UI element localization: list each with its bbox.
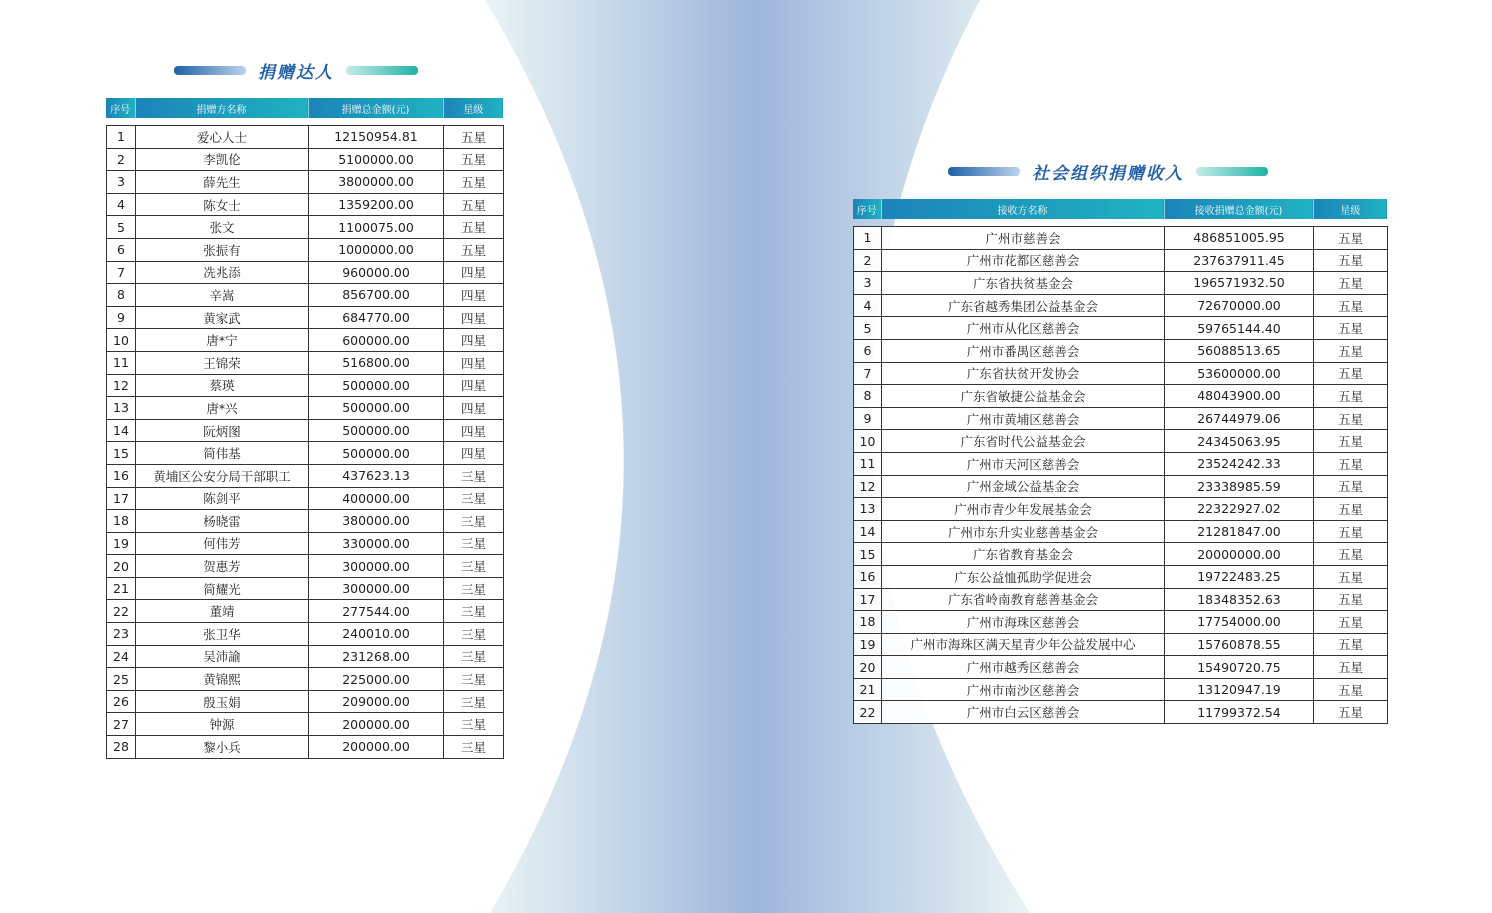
row-index: 1	[107, 126, 136, 149]
row-star: 三星	[444, 690, 504, 713]
row-index: 17	[854, 588, 882, 611]
row-name: 黄锦熙	[136, 668, 309, 691]
row-star: 五星	[1314, 362, 1388, 385]
table-row	[854, 543, 1388, 566]
row-name: 广州市慈善会	[882, 227, 1165, 250]
row-index: 25	[107, 668, 136, 691]
table-row	[854, 588, 1388, 611]
row-name: 广东省时代公益基金会	[882, 430, 1165, 453]
table-row	[107, 577, 504, 600]
header-star-level: 星级	[1313, 199, 1387, 219]
row-star: 五星	[1314, 611, 1388, 634]
row-name: 冼兆添	[136, 261, 309, 284]
row-name: 广州市花都区慈善会	[882, 249, 1165, 272]
row-name: 黄埔区公安分局干部职工	[136, 464, 309, 487]
left-table-header	[106, 98, 503, 118]
row-index: 19	[107, 532, 136, 555]
header-donor-name: 捐赠方名称	[135, 98, 308, 118]
row-index: 20	[854, 656, 882, 679]
table-row	[854, 565, 1388, 588]
row-index: 22	[107, 600, 136, 623]
row-amount: 684770.00	[309, 306, 444, 329]
row-star: 五星	[1314, 633, 1388, 656]
row-index: 4	[107, 193, 136, 216]
table-row	[107, 510, 504, 533]
row-name: 陈剑平	[136, 487, 309, 510]
row-amount: 500000.00	[309, 419, 444, 442]
table-row	[854, 272, 1388, 295]
row-index: 13	[107, 397, 136, 420]
row-amount: 21281847.00	[1165, 520, 1314, 543]
row-name: 董靖	[136, 600, 309, 623]
row-star: 五星	[444, 238, 504, 261]
table-row	[854, 339, 1388, 362]
row-name: 薛先生	[136, 171, 309, 194]
row-index: 28	[107, 736, 136, 759]
row-name: 辛嵩	[136, 284, 309, 307]
row-amount: 231268.00	[309, 645, 444, 668]
row-amount: 20000000.00	[1165, 543, 1314, 566]
row-name: 张振有	[136, 238, 309, 261]
table-row	[107, 419, 504, 442]
row-amount: 19722483.25	[1165, 565, 1314, 588]
row-amount: 856700.00	[309, 284, 444, 307]
row-amount: 18348352.63	[1165, 588, 1314, 611]
row-star: 五星	[1314, 701, 1388, 724]
row-index: 4	[854, 294, 882, 317]
row-star: 三星	[444, 600, 504, 623]
row-name: 广州市南沙区慈善会	[882, 678, 1165, 701]
right-table	[853, 226, 1388, 724]
row-name: 唐*兴	[136, 397, 309, 420]
table-row	[107, 238, 504, 261]
row-star: 五星	[1314, 249, 1388, 272]
row-name: 广东省岭南教育慈善基金会	[882, 588, 1165, 611]
row-index: 9	[107, 306, 136, 329]
row-star: 五星	[1314, 543, 1388, 566]
row-amount: 486851005.95	[1165, 227, 1314, 250]
header-total-received: 接收捐赠总金额(元)	[1164, 199, 1313, 219]
row-name: 简耀光	[136, 577, 309, 600]
row-star: 五星	[1314, 520, 1388, 543]
row-amount: 500000.00	[309, 442, 444, 465]
row-index: 6	[107, 238, 136, 261]
row-name: 吴沛諭	[136, 645, 309, 668]
row-index: 9	[854, 407, 882, 430]
table-row	[854, 633, 1388, 656]
row-star: 五星	[1314, 452, 1388, 475]
row-star: 五星	[1314, 565, 1388, 588]
row-star: 四星	[444, 351, 504, 374]
row-index: 12	[854, 475, 882, 498]
row-index: 18	[107, 510, 136, 533]
row-amount: 1100075.00	[309, 216, 444, 239]
row-index: 18	[854, 611, 882, 634]
row-star: 五星	[1314, 385, 1388, 408]
row-index: 12	[107, 374, 136, 397]
table-row	[854, 227, 1388, 250]
row-star: 五星	[1314, 407, 1388, 430]
table-row	[107, 397, 504, 420]
row-name: 黎小兵	[136, 736, 309, 759]
row-star: 三星	[444, 510, 504, 533]
table-row	[107, 442, 504, 465]
table-row	[854, 249, 1388, 272]
table-row	[107, 329, 504, 352]
table-row	[107, 216, 504, 239]
row-amount: 22322927.02	[1165, 498, 1314, 521]
row-index: 11	[854, 452, 882, 475]
table-row	[107, 464, 504, 487]
header-index: 序号	[106, 98, 135, 118]
row-index: 13	[854, 498, 882, 521]
row-amount: 240010.00	[309, 623, 444, 646]
row-star: 三星	[444, 645, 504, 668]
row-name: 何伟芳	[136, 532, 309, 555]
row-index: 3	[854, 272, 882, 295]
table-row	[854, 407, 1388, 430]
row-index: 10	[107, 329, 136, 352]
row-amount: 17754000.00	[1165, 611, 1314, 634]
row-name: 贺惠芳	[136, 555, 309, 578]
row-index: 17	[107, 487, 136, 510]
row-star: 五星	[1314, 272, 1388, 295]
table-row	[107, 374, 504, 397]
row-name: 广州金域公益基金会	[882, 475, 1165, 498]
row-name: 张文	[136, 216, 309, 239]
row-star: 五星	[444, 193, 504, 216]
row-star: 四星	[444, 306, 504, 329]
row-name: 广州市越秀区慈善会	[882, 656, 1165, 679]
row-index: 8	[107, 284, 136, 307]
row-amount: 1359200.00	[309, 193, 444, 216]
row-name: 广州市从化区慈善会	[882, 317, 1165, 340]
header-total-amount: 捐赠总金额(元)	[308, 98, 443, 118]
row-name: 广东省越秀集团公益基金会	[882, 294, 1165, 317]
row-amount: 56088513.65	[1165, 339, 1314, 362]
row-star: 四星	[444, 419, 504, 442]
table-row	[107, 351, 504, 374]
row-index: 14	[854, 520, 882, 543]
left-title-row	[174, 58, 418, 83]
row-star: 四星	[444, 284, 504, 307]
row-name: 广州市白云区慈善会	[882, 701, 1165, 724]
row-name: 阮炳图	[136, 419, 309, 442]
row-star: 五星	[1314, 430, 1388, 453]
row-name: 王锦荣	[136, 351, 309, 374]
row-name: 黄家武	[136, 306, 309, 329]
row-index: 21	[107, 577, 136, 600]
row-name: 简伟基	[136, 442, 309, 465]
row-amount: 516800.00	[309, 351, 444, 374]
row-star: 四星	[444, 397, 504, 420]
table-row	[854, 385, 1388, 408]
row-index: 21	[854, 678, 882, 701]
row-index: 3	[107, 171, 136, 194]
row-name: 广州市黄埔区慈善会	[882, 407, 1165, 430]
row-star: 三星	[444, 623, 504, 646]
table-row	[107, 487, 504, 510]
row-name: 广东省扶贫基金会	[882, 272, 1165, 295]
row-amount: 330000.00	[309, 532, 444, 555]
table-row	[854, 317, 1388, 340]
row-index: 24	[107, 645, 136, 668]
table-row	[107, 532, 504, 555]
row-index: 26	[107, 690, 136, 713]
row-star: 三星	[444, 577, 504, 600]
row-index: 16	[107, 464, 136, 487]
table-row	[854, 475, 1388, 498]
row-index: 7	[107, 261, 136, 284]
table-row	[107, 171, 504, 194]
table-row	[107, 193, 504, 216]
row-amount: 3800000.00	[309, 171, 444, 194]
row-star: 四星	[444, 374, 504, 397]
row-name: 广州市青少年发展基金会	[882, 498, 1165, 521]
row-star: 三星	[444, 487, 504, 510]
header-index: 序号	[853, 199, 881, 219]
row-amount: 23338985.59	[1165, 475, 1314, 498]
row-name: 广州市海珠区慈善会	[882, 611, 1165, 634]
row-index: 16	[854, 565, 882, 588]
row-star: 五星	[1314, 656, 1388, 679]
row-amount: 200000.00	[309, 736, 444, 759]
row-name: 广东省扶贫开发协会	[882, 362, 1165, 385]
table-row	[107, 126, 504, 149]
left-title: 捐赠达人	[258, 63, 334, 83]
header-star-level: 星级	[443, 98, 503, 118]
row-amount: 15490720.75	[1165, 656, 1314, 679]
row-star: 五星	[444, 148, 504, 171]
row-star: 五星	[1314, 475, 1388, 498]
row-name: 陈女士	[136, 193, 309, 216]
row-amount: 300000.00	[309, 577, 444, 600]
table-row	[107, 306, 504, 329]
row-star: 五星	[1314, 317, 1388, 340]
row-amount: 26744979.06	[1165, 407, 1314, 430]
row-index: 2	[107, 148, 136, 171]
table-row	[854, 656, 1388, 679]
row-index: 1	[854, 227, 882, 250]
row-index: 5	[854, 317, 882, 340]
table-row	[854, 678, 1388, 701]
row-star: 五星	[1314, 227, 1388, 250]
row-name: 唐*宁	[136, 329, 309, 352]
row-name: 蔡瑛	[136, 374, 309, 397]
row-amount: 13120947.19	[1165, 678, 1314, 701]
table-row	[107, 555, 504, 578]
row-amount: 200000.00	[309, 713, 444, 736]
row-amount: 400000.00	[309, 487, 444, 510]
right-title: 社会组织捐赠收入	[1032, 164, 1184, 184]
row-amount: 59765144.40	[1165, 317, 1314, 340]
table-row	[107, 668, 504, 691]
table-row	[854, 611, 1388, 634]
header-recipient-name: 接收方名称	[881, 199, 1164, 219]
row-amount: 300000.00	[309, 555, 444, 578]
row-amount: 277544.00	[309, 600, 444, 623]
row-star: 五星	[444, 171, 504, 194]
table-row	[854, 701, 1388, 724]
table-row	[107, 284, 504, 307]
row-index: 20	[107, 555, 136, 578]
row-name: 广东公益恤孤助学促进会	[882, 565, 1165, 588]
row-amount: 437623.13	[309, 464, 444, 487]
row-star: 三星	[444, 668, 504, 691]
row-name: 杨晓雷	[136, 510, 309, 533]
row-amount: 72670000.00	[1165, 294, 1314, 317]
row-index: 15	[854, 543, 882, 566]
row-amount: 11799372.54	[1165, 701, 1314, 724]
table-row	[107, 645, 504, 668]
table-row	[854, 294, 1388, 317]
row-amount: 600000.00	[309, 329, 444, 352]
row-index: 14	[107, 419, 136, 442]
row-star: 五星	[1314, 588, 1388, 611]
table-row	[854, 362, 1388, 385]
row-star: 四星	[444, 261, 504, 284]
row-amount: 237637911.45	[1165, 249, 1314, 272]
row-star: 五星	[1314, 339, 1388, 362]
row-name: 广州市番禺区慈善会	[882, 339, 1165, 362]
row-index: 22	[854, 701, 882, 724]
title-bar-left	[174, 66, 246, 75]
row-index: 23	[107, 623, 136, 646]
row-name: 广东省教育基金会	[882, 543, 1165, 566]
row-index: 15	[107, 442, 136, 465]
row-name: 广州市东升实业慈善基金会	[882, 520, 1165, 543]
row-index: 5	[107, 216, 136, 239]
title-bar-left	[948, 167, 1020, 176]
row-star: 五星	[1314, 294, 1388, 317]
row-name: 殷玉娟	[136, 690, 309, 713]
table-row	[107, 623, 504, 646]
row-star: 三星	[444, 713, 504, 736]
table-row	[107, 148, 504, 171]
row-name: 广东省敏捷公益基金会	[882, 385, 1165, 408]
row-amount: 196571932.50	[1165, 272, 1314, 295]
left-table	[106, 125, 504, 759]
row-star: 三星	[444, 464, 504, 487]
row-name: 爱心人士	[136, 126, 309, 149]
row-amount: 380000.00	[309, 510, 444, 533]
title-bar-right	[1196, 167, 1268, 176]
row-name: 广州市海珠区满天星青少年公益发展中心	[882, 633, 1165, 656]
row-star: 五星	[1314, 498, 1388, 521]
row-amount: 48043900.00	[1165, 385, 1314, 408]
row-star: 五星	[444, 216, 504, 239]
row-name: 李凯伦	[136, 148, 309, 171]
row-index: 2	[854, 249, 882, 272]
row-index: 27	[107, 713, 136, 736]
row-star: 五星	[1314, 678, 1388, 701]
right-title-row	[948, 159, 1268, 184]
table-row	[107, 261, 504, 284]
row-index: 6	[854, 339, 882, 362]
row-index: 8	[854, 385, 882, 408]
row-amount: 500000.00	[309, 397, 444, 420]
row-index: 11	[107, 351, 136, 374]
right-table-header	[853, 199, 1387, 219]
row-amount: 209000.00	[309, 690, 444, 713]
row-amount: 53600000.00	[1165, 362, 1314, 385]
row-amount: 5100000.00	[309, 148, 444, 171]
title-bar-right	[346, 66, 418, 75]
table-row	[854, 452, 1388, 475]
row-index: 19	[854, 633, 882, 656]
row-amount: 1000000.00	[309, 238, 444, 261]
row-amount: 12150954.81	[309, 126, 444, 149]
row-amount: 23524242.33	[1165, 452, 1314, 475]
row-amount: 960000.00	[309, 261, 444, 284]
table-row	[107, 600, 504, 623]
row-star: 三星	[444, 736, 504, 759]
row-amount: 24345063.95	[1165, 430, 1314, 453]
row-name: 广州市天河区慈善会	[882, 452, 1165, 475]
table-row	[854, 430, 1388, 453]
row-index: 7	[854, 362, 882, 385]
table-row	[107, 690, 504, 713]
table-row	[854, 498, 1388, 521]
row-star: 五星	[444, 126, 504, 149]
row-index: 10	[854, 430, 882, 453]
row-amount: 500000.00	[309, 374, 444, 397]
row-star: 三星	[444, 532, 504, 555]
row-star: 四星	[444, 329, 504, 352]
row-name: 张卫华	[136, 623, 309, 646]
row-star: 三星	[444, 555, 504, 578]
row-amount: 15760878.55	[1165, 633, 1314, 656]
table-row	[107, 713, 504, 736]
table-row	[854, 520, 1388, 543]
row-name: 钟源	[136, 713, 309, 736]
row-amount: 225000.00	[309, 668, 444, 691]
table-row	[107, 736, 504, 759]
row-star: 四星	[444, 442, 504, 465]
